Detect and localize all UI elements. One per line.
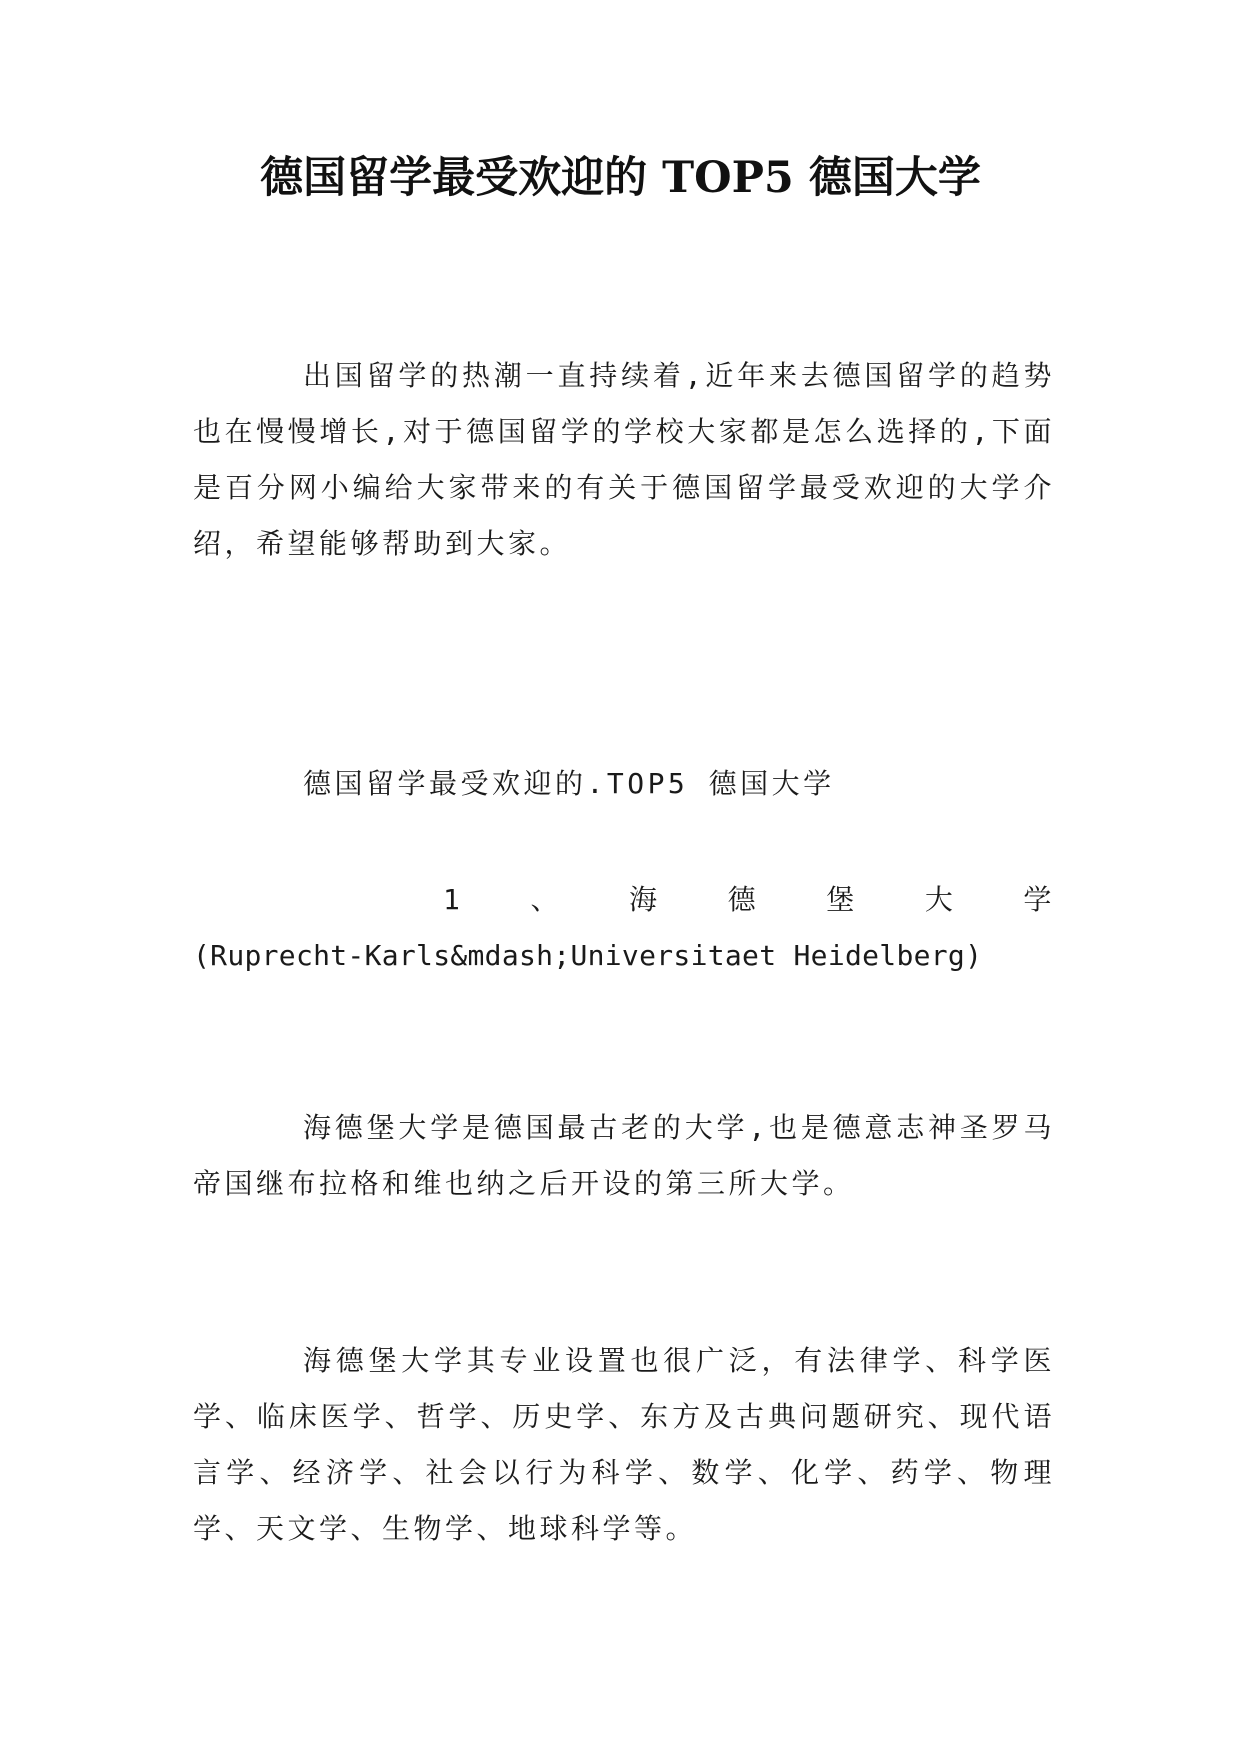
majors-paragraph: 海德堡大学其专业设置也很广泛，有法律学、科学医学、临床医学、哲学、历史学、东方及古典问题研究、现代语言学、经济学、社会以行为科学、数学、化学、药学、物理学、天文学、生物学、地球科学等。 [193, 1344, 1055, 1545]
document-title: 德国留学最受欢迎的 TOP5 德国大学 [260, 153, 981, 203]
university-1-title-line [443, 872, 1055, 928]
university-1-char: 堡 [826, 883, 858, 916]
intro-paragraph: 出国留学的热潮一直持续着,近年来去德国留学的趋势也在慢慢增长,对于德国留学的学校大家都是怎么选择的,下面是百分网小编给大家带来的有关于德国留学最受欢迎的大学介绍，希望能够帮助到大家。 [193, 359, 1055, 560]
university-1-number: 1 [443, 883, 464, 916]
university-1-char: 德 [727, 883, 760, 916]
university-1-separator: 、 [530, 883, 562, 916]
university-1-char: 大 [924, 883, 957, 916]
university-1-heading [193, 872, 1055, 984]
university-1-latin-name: (Ruprecht-Karls&mdash;Universitaet Heidelberg) [193, 939, 983, 972]
university-1-char: 海 [629, 883, 661, 916]
subheading-paragraph: 德国留学最受欢迎的.TOP5 德国大学 [303, 767, 835, 800]
university-1-char: 学 [1023, 883, 1055, 916]
history-paragraph: 海德堡大学是德国最古老的大学,也是德意志神圣罗马帝国继布拉格和维也纳之后开设的第三所大学。 [193, 1111, 1055, 1200]
